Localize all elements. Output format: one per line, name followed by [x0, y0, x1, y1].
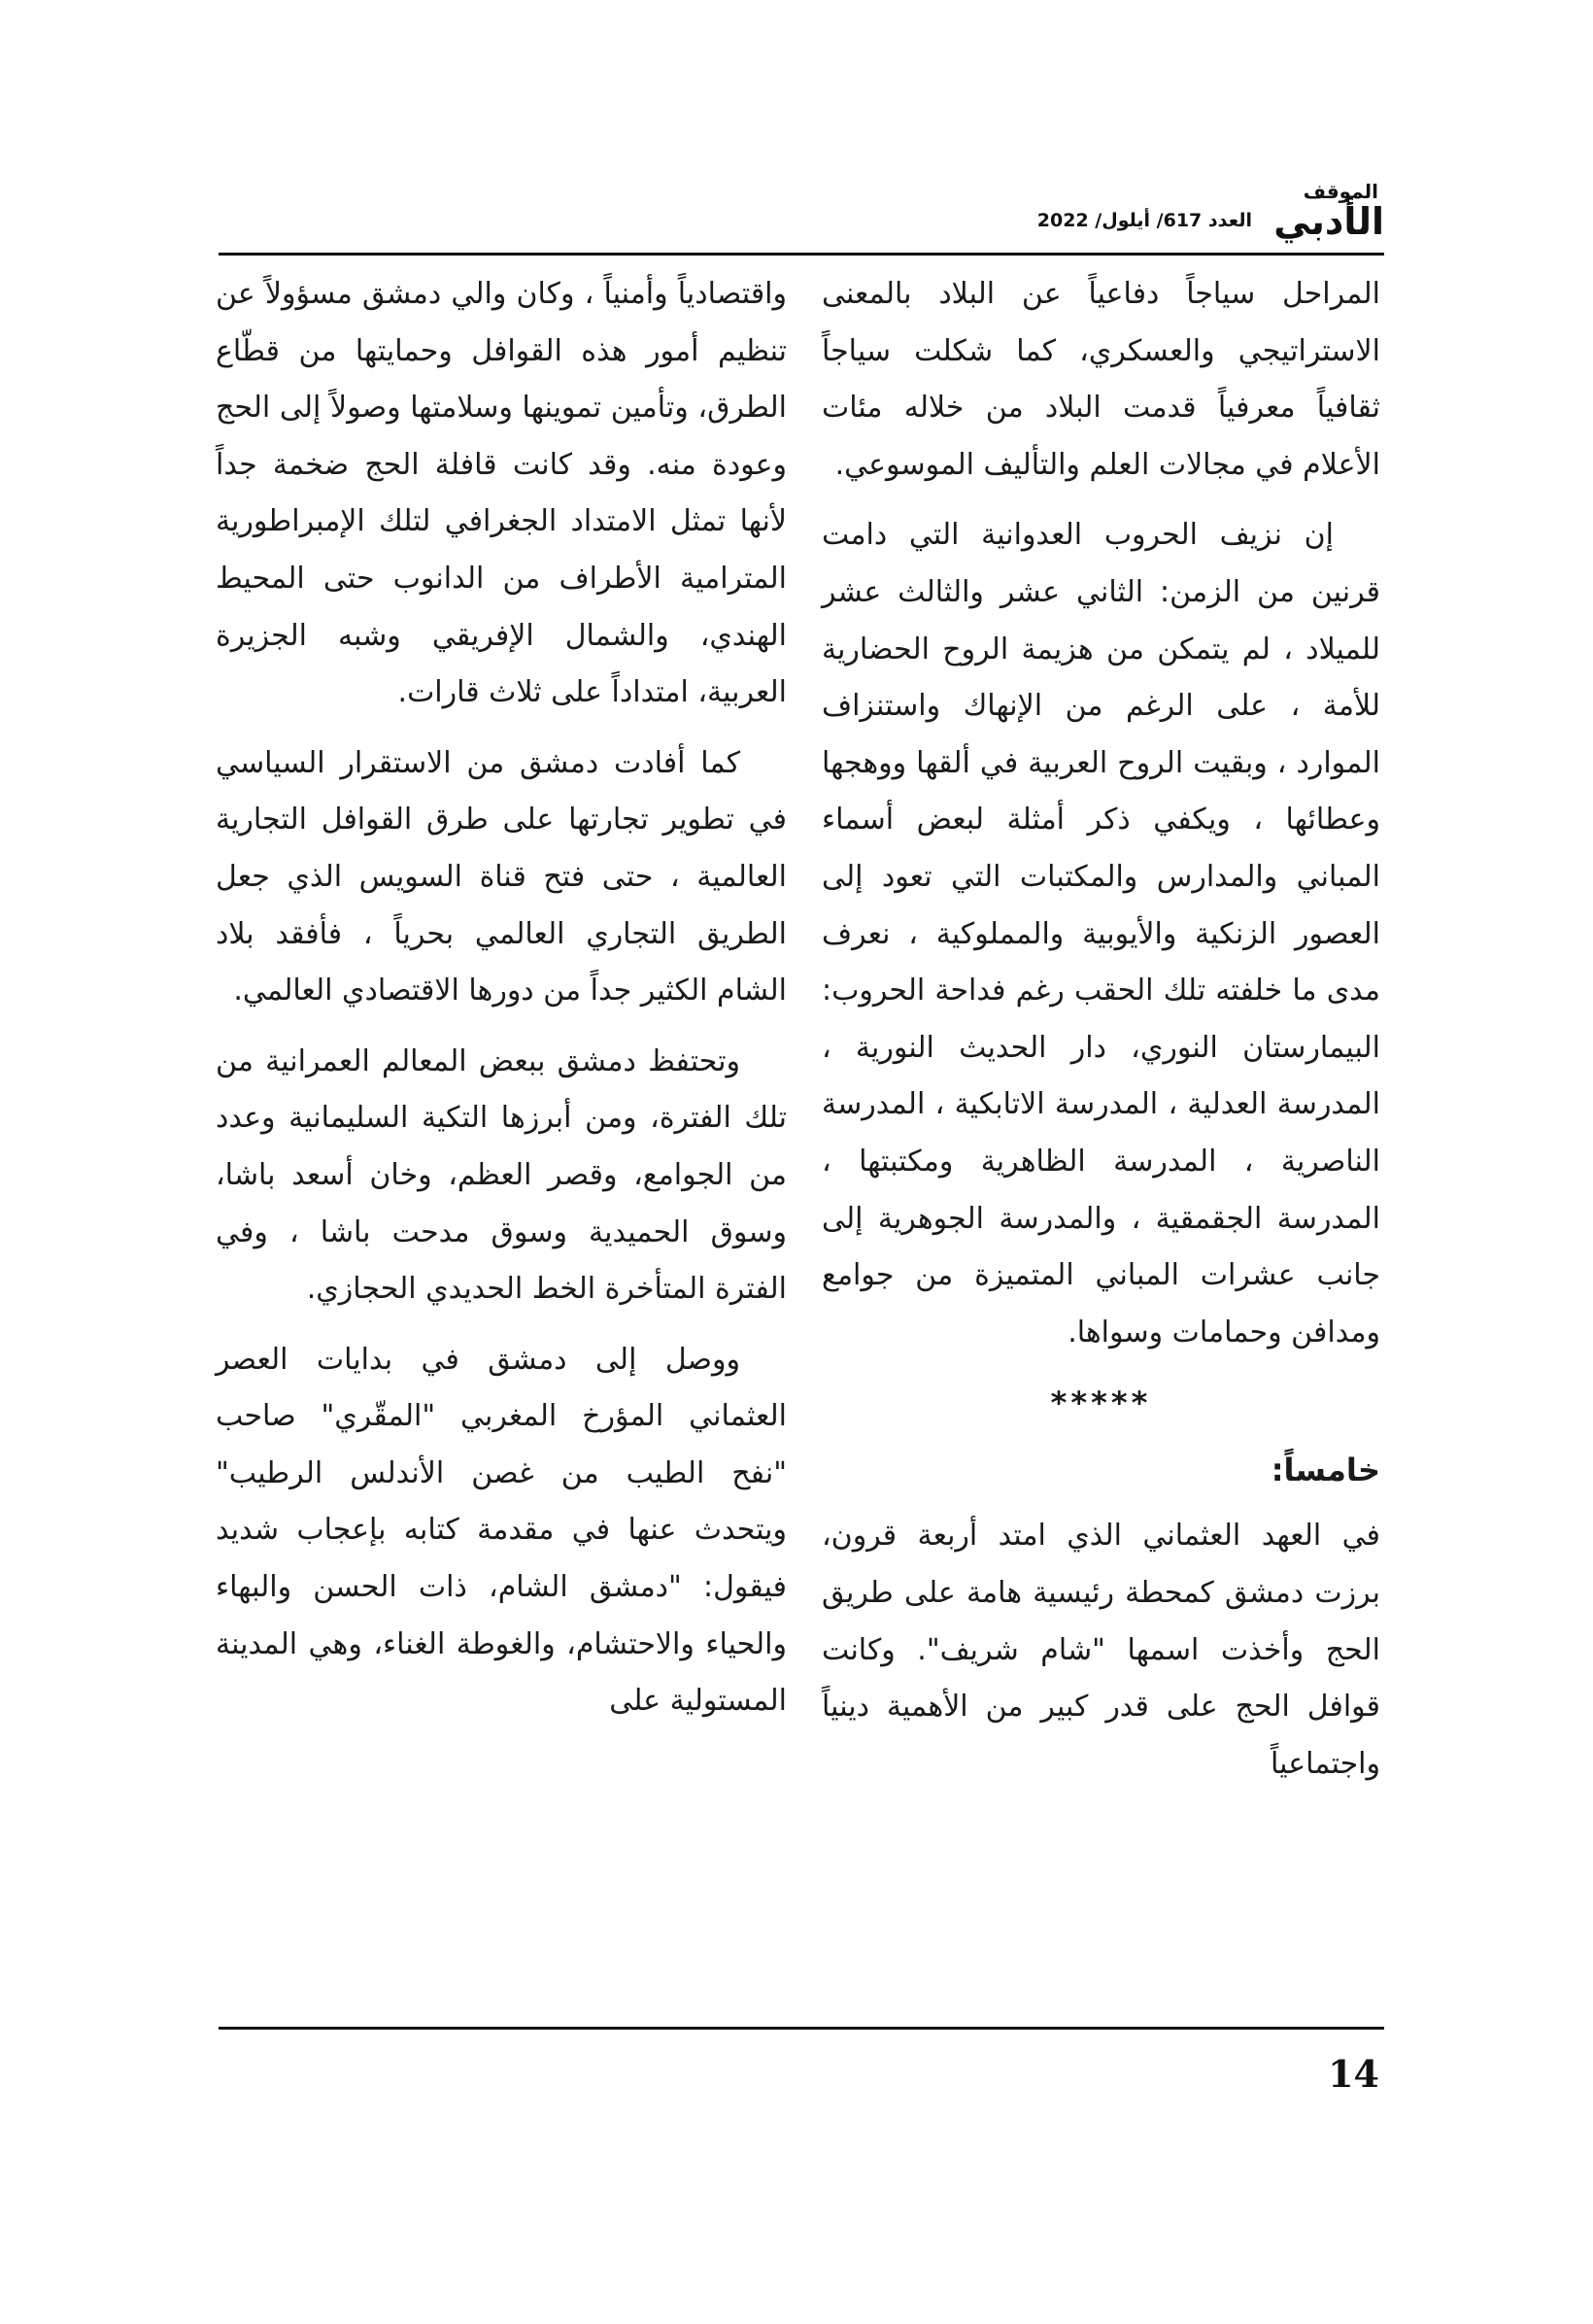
logo-main-word: الأدبي: [1273, 200, 1384, 243]
left-column: [216, 266, 787, 1744]
right-paragraph-2: إن نزيف الحروب العدوانية التي دامت قرنين من الزمن: الثاني عشر والثالث عشر للميلاد ، لم يتمكن من هزيمة الروح الحضارية للأمة ، على الرغم من الإنهاك واستنزاف الموارد ، وبقيت الروح العربية في ألقها ووهجها وعطائها ، ويكفي ذكر أمثلة لبعض أسماء المباني والمدارس والمكتبات التي تعود إلى العصور الزنكية والأيوبية والمملوكية ، نعرف مدى ما خلفته تلك الحقب رغم فداحة الحروب: البيمارستان النوري، دار الحديث النورية ، المدرسة العدلية ، المدرسة الاتابكية ، المدرسة الناصرية ، المدرسة الظاهرية ومكتبتها ، المدرسة الجقمقية ، والمدرسة الجوهرية إلى جانب عشرات المباني المتميزة من جوامع ومدافن وحمامات وسواها.: [822, 518, 1380, 1350]
header-rule: [219, 253, 1384, 256]
issue-info: العدد 617/ أيلول/ 2022: [1036, 210, 1252, 231]
left-paragraph-4: ووصل إلى دمشق في بدايات العصر العثماني المؤرخ المغربي "المقّري" صاحب "نفح الطيب من غصن الأندلس الرطيب" ويتحدث عنها في مقدمة كتابه بإعجاب شديد فيقول: "دمشق الشام، ذات الحسن والبهاء والحياء والاحتشام، والغوطة الغناء، وهي المدينة المستولية على: [216, 1342, 787, 1719]
page-number: 14: [1328, 2052, 1379, 2096]
magazine-logo: [1270, 181, 1384, 245]
left-paragraph-2: كما أفادت دمشق من الاستقرار السياسي في تطوير تجارتها على طرق القوافل التجارية العالمية ، حتى فتح قناة السويس الذي جعل الطريق التجاري العالمي بحرياً ، فأفقد بلاد الشام الكثير جداً من دورها الاقتصادي العالمي.: [216, 745, 787, 1008]
logo-top-word: الموقف: [1303, 180, 1378, 203]
right-column: [822, 266, 1380, 1806]
left-paragraph-1: واقتصادياً وأمنياً ، وكان والي دمشق مسؤولاً عن تنظيم أمور هذه القوافل وحمايتها من قطّاع الطرق، وتأمين تموينها وسلامتها وصولاً إلى الحج وعودة منه. وقد كانت قافلة الحج ضخمة جداً لأنها تمثل الامتداد الجغرافي لتلك الإمبراطورية المترامية الأطراف من الدانوب حتى المحيط الهندي، والشمال الإفريقي وشبه الجزيرة العربية، امتداداً على ثلاث قارات.: [216, 277, 787, 710]
right-paragraph-3: في العهد العثماني الذي امتد أربعة قرون، برزت دمشق كمحطة رئيسية هامة على طريق الحج وأخذت اسمها "شام شريف". وكانت قوافل الحج على قدر كبير من الأهمية دينياً واجتماعياً: [822, 1519, 1380, 1781]
left-paragraph-3: وتحتفظ دمشق ببعض المعالم العمرانية من تلك الفترة، ومن أبرزها التكية السليمانية وعدد من الجوامع، وقصر العظم، وخان أسعد باشا، وسوق الحميدية وسوق مدحت باشا ، وفي الفترة المتأخرة الخط الحديدي الحجازي.: [216, 1043, 787, 1307]
section-separator-stars: *****: [1050, 1384, 1152, 1422]
footer-rule: [219, 2027, 1384, 2030]
section-heading: خامساً:: [1271, 1451, 1380, 1488]
right-paragraph-1: المراحل سياجاً دفاعياً عن البلاد بالمعنى الاستراتيجي والعسكري، كما شكلت سياجاً ثقافياً معرفياً قدمت البلاد من خلاله مئات الأعلام في مجالات العلم والتأليف الموسوعي.: [822, 277, 1380, 482]
page-header: [1010, 181, 1384, 245]
